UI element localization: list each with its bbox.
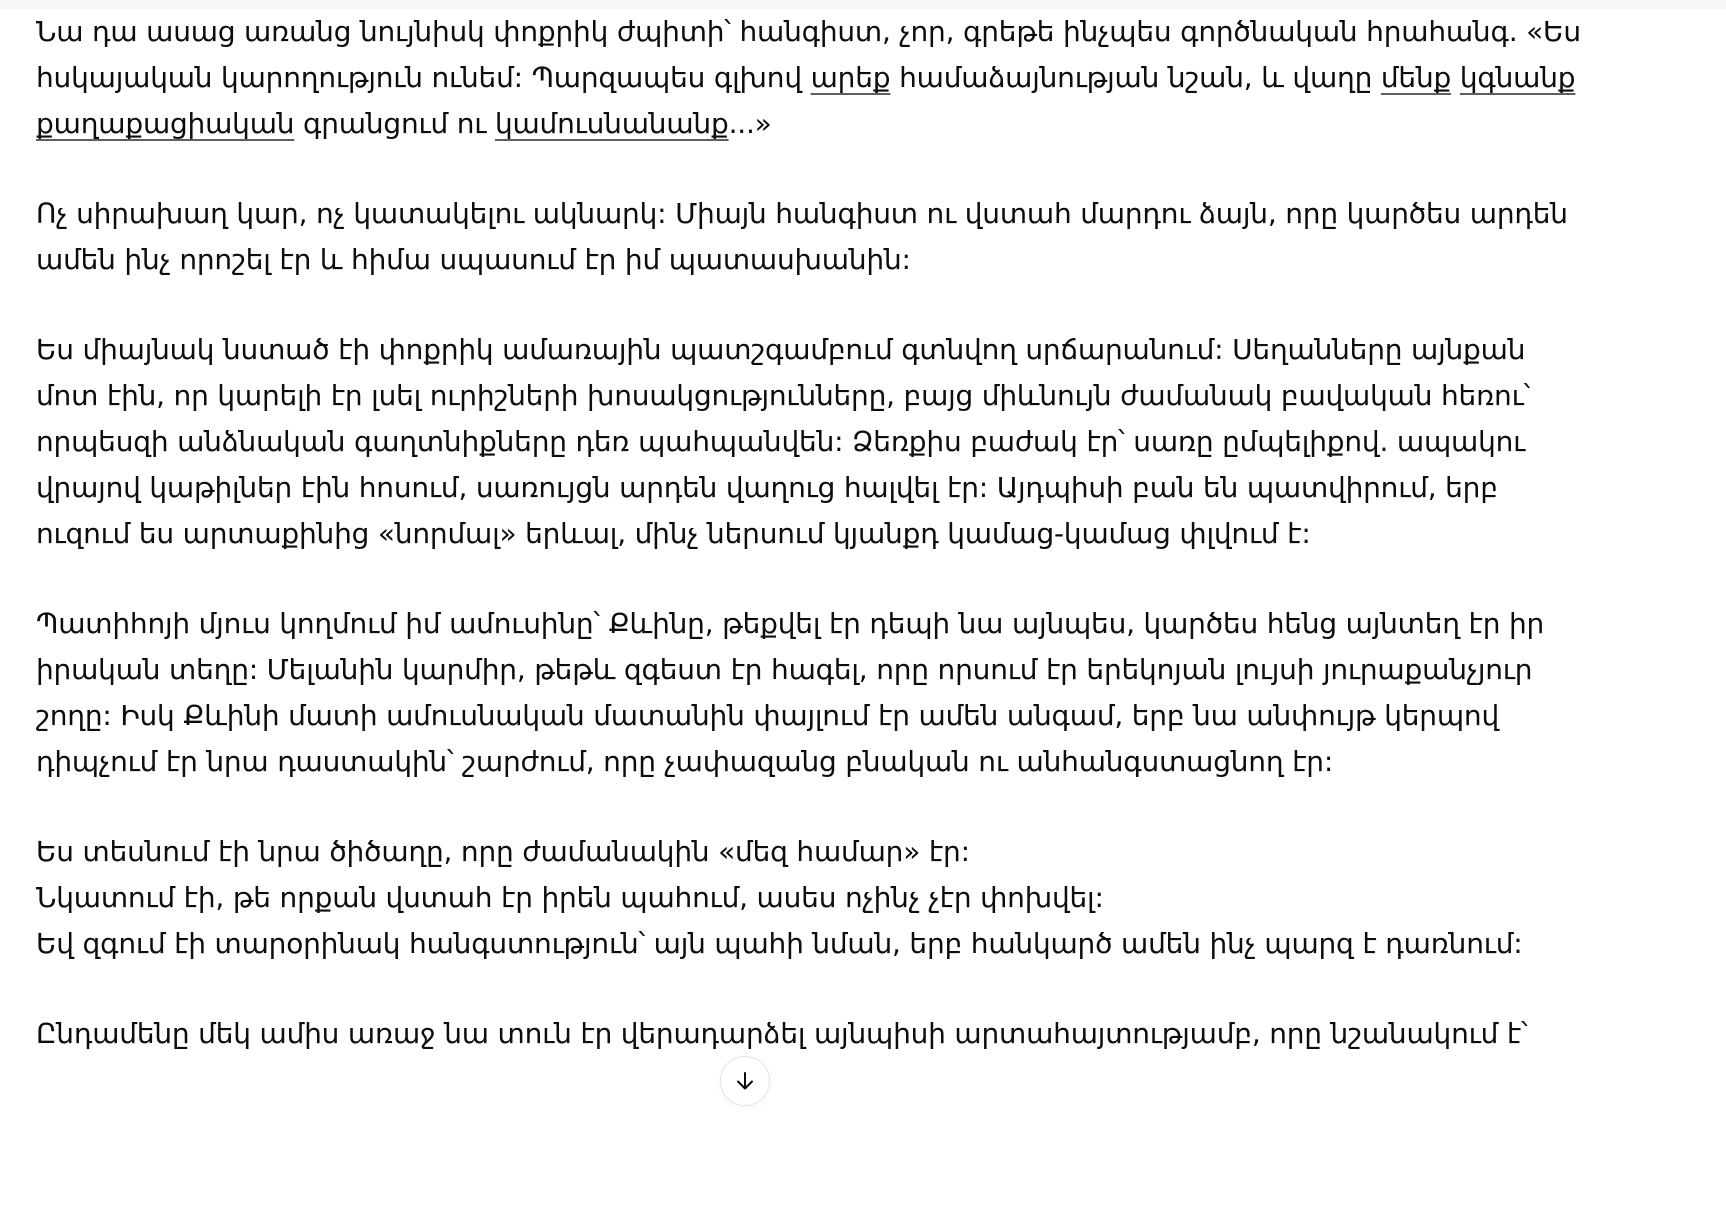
text-segment: Եվ զգում էի տարօրինակ հանգստություն՝ այն պահի նման, երբ հանկարծ ամեն ինչ պարզ է դառնում: bbox=[36, 927, 1523, 960]
paragraph bbox=[36, 829, 1596, 967]
top-edge-strip bbox=[0, 0, 1726, 9]
underlined-text: մենք bbox=[1380, 61, 1452, 94]
arrow-down-icon bbox=[733, 1069, 757, 1093]
underlined-text: կամուսնանանք bbox=[494, 107, 729, 140]
paragraph bbox=[36, 327, 1596, 557]
text-segment: Ես միայնակ նստած էի փոքրիկ ամառային պատշգամբում գտնվող սրճարանում: Սեղանները այնքան մոտ էին, որ կարելի էր լսել ուրիշների խոսակցությունները, բայց միևնույն ժամանակ բավական հեռու՝ որպեսզի անձնական գաղտնիքները դեռ պահպանվեն: Ձեռքիս բաժակ էր՝ սառը ըմպելիքով. ապակու վրայով կաթիլներ էին հոսում, սառույցն արդեն վաղուց հալվել էր: Այդպիսի բան են պատվիրում, երբ ուզում ես արտաքինից «նորմալ» երևալ, մինչ ներսում կյանքդ կամաց-կամաց փլվում է: bbox=[36, 333, 1531, 550]
text-segment: Ոչ սիրախաղ կար, ոչ կատակելու ակնարկ: Միայն հանգիստ ու վստահ մարդու ձայն, որը կարծես արդեն ամեն ինչ որոշել էր և հիմա սպասում էր իմ պատասխանին: bbox=[36, 197, 1568, 276]
text-segment: Ես տեսնում էի նրա ծիծաղը, որը ժամանակին «մեզ համար» էր: bbox=[36, 835, 970, 868]
paragraph bbox=[36, 9, 1596, 147]
text-segment: Նա դա ասաց առանց նույնիսկ փոքրիկ ժպիտի՝ հանգիստ, չոր, գրեթե ինչպես գործնական հրահանգ. «Ես հսկայական կարողություն ունեմ: Պարզապես գլխով bbox=[36, 15, 1581, 94]
paragraph bbox=[36, 601, 1596, 785]
text-segment: Պատիհոյի մյուս կողմում իմ ամուսինը՝ Քևինը, թեքվել էր դեպի նա այնպես, կարծես հենց այնտեղ էր իր իրական տեղը: Մելանին կարմիր, թեթև զգեստ էր հագել, որը որսում էր երեկոյան լույսի յուրաքանչյուր շողը: Իսկ Քևինի մատի ամուսնական մատանին փայլում էր ամեն անգամ, երբ նա անփույթ կերպով դիպչում էր նրա դաստակին՝ շարժում, որը չափազանց բնական ու անհանգստացնող էր: bbox=[36, 607, 1545, 778]
paragraph bbox=[36, 191, 1596, 283]
scroll-to-bottom-button[interactable] bbox=[720, 1056, 770, 1106]
assistant-message-text bbox=[36, 9, 1596, 1057]
text-segment: գրանցում ու bbox=[294, 107, 495, 140]
text-segment: համաձայնության նշան, և վաղը bbox=[890, 61, 1381, 94]
paragraph bbox=[36, 1011, 1596, 1057]
underlined-text: արեք bbox=[810, 61, 891, 94]
text-segment: Նկատում էի, թե որքան վստահ էր իրեն պահում, ասես ոչինչ չէր փոխվել: bbox=[36, 881, 1104, 914]
text-segment: Ընդամենը մեկ ամիս առաջ նա տուն էր վերադարձել այնպիսի արտահայտությամբ, որը նշանակում է՝ bbox=[36, 1017, 1528, 1050]
text-segment bbox=[1451, 61, 1460, 94]
underlined-text: կգնանք քաղաքացիական bbox=[36, 61, 1576, 140]
text-segment: ...» bbox=[728, 107, 772, 140]
